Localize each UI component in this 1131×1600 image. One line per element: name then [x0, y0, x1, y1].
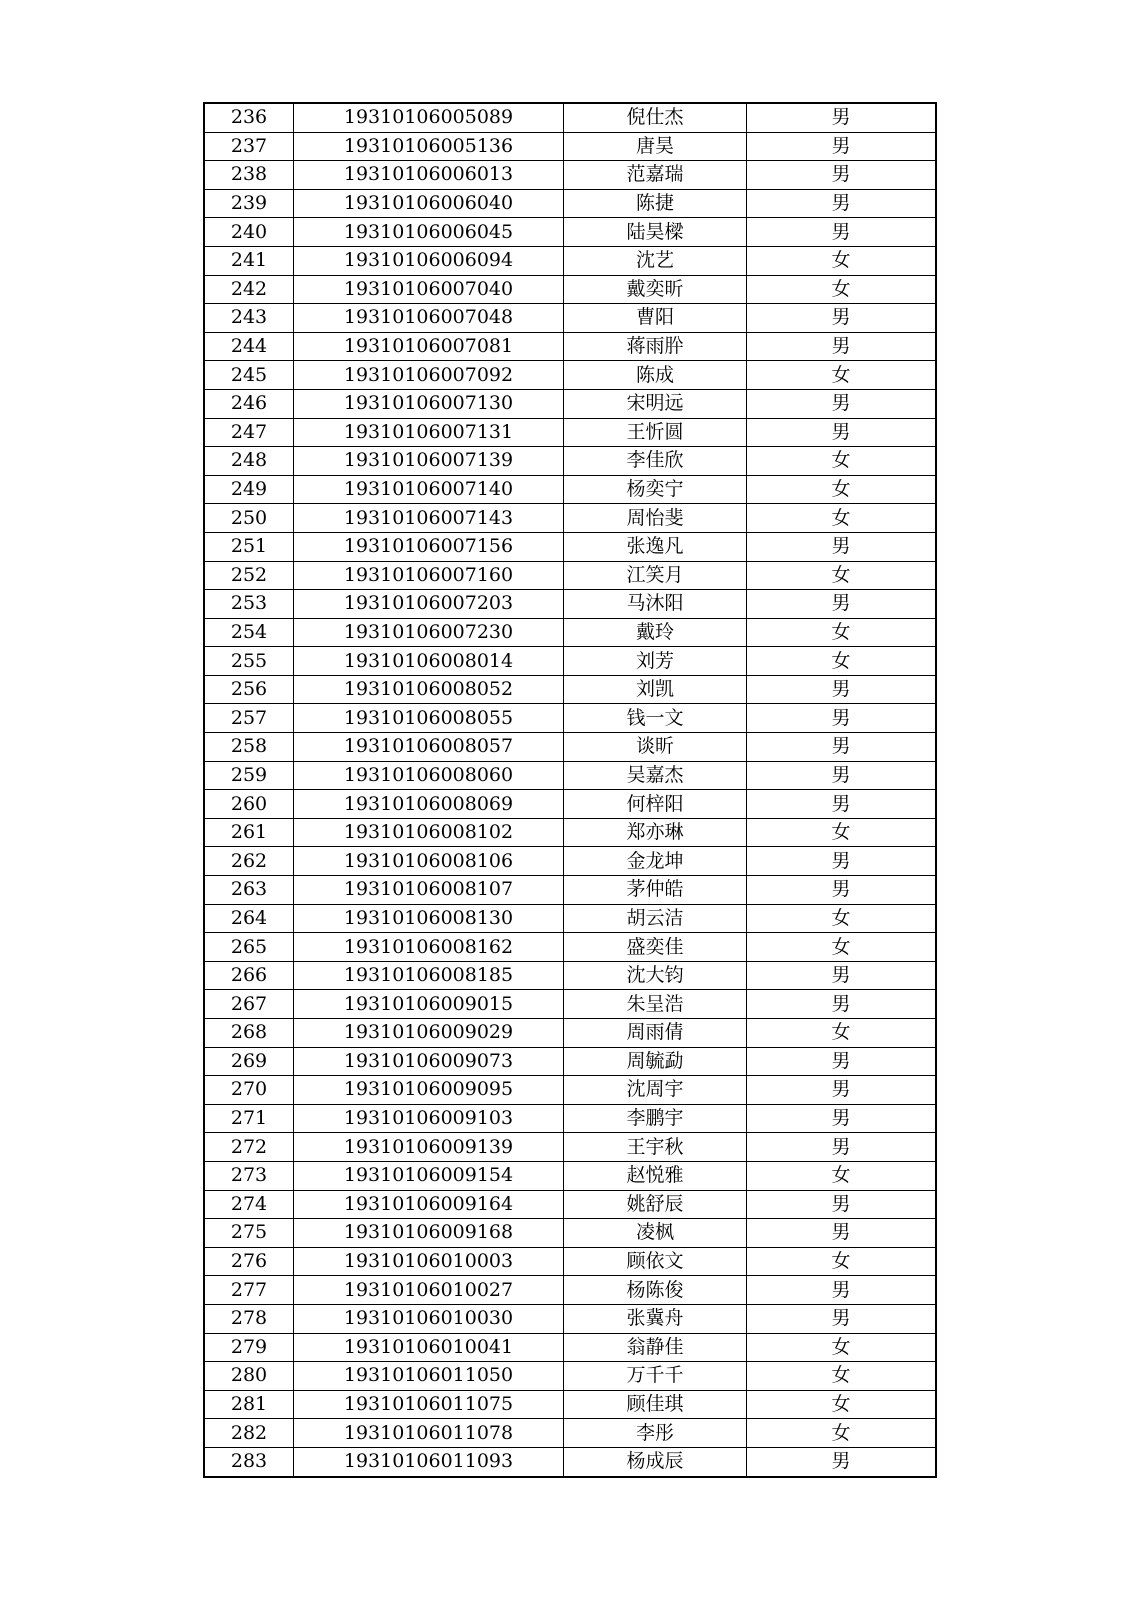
gender-cell: 男	[747, 332, 937, 361]
gender-cell: 男	[747, 1190, 937, 1219]
row-number-cell: 245	[204, 361, 294, 390]
student-id-cell: 19310106009015	[294, 990, 564, 1019]
gender-cell: 男	[747, 1276, 937, 1305]
student-id-cell: 19310106007230	[294, 618, 564, 647]
row-number-cell: 256	[204, 675, 294, 704]
table-row	[204, 1390, 936, 1419]
student-name-cell: 杨奕宁	[564, 475, 747, 504]
student-name-cell: 张逸凡	[564, 532, 747, 561]
row-number-cell: 268	[204, 1019, 294, 1048]
row-number-cell: 282	[204, 1419, 294, 1448]
student-id-cell: 19310106008185	[294, 961, 564, 990]
student-name-cell: 马沐阳	[564, 590, 747, 619]
student-id-cell: 19310106010027	[294, 1276, 564, 1305]
row-number-cell: 280	[204, 1362, 294, 1391]
table-row	[204, 304, 936, 333]
student-name-cell: 凌枫	[564, 1219, 747, 1248]
row-number-cell: 255	[204, 647, 294, 676]
student-name-cell: 沈大钧	[564, 961, 747, 990]
table-row	[204, 389, 936, 418]
table-row	[204, 532, 936, 561]
row-number-cell: 243	[204, 304, 294, 333]
roster-table-body	[204, 103, 936, 1477]
student-id-cell: 19310106007081	[294, 332, 564, 361]
gender-cell: 男	[747, 304, 937, 333]
gender-cell: 男	[747, 161, 937, 190]
student-id-cell: 19310106008057	[294, 733, 564, 762]
student-id-cell: 19310106010003	[294, 1247, 564, 1276]
row-number-cell: 236	[204, 103, 294, 132]
table-row	[204, 1304, 936, 1333]
student-name-cell: 姚舒辰	[564, 1190, 747, 1219]
student-name-cell: 茅仲皓	[564, 876, 747, 905]
student-id-cell: 19310106005089	[294, 103, 564, 132]
student-name-cell: 蒋雨肸	[564, 332, 747, 361]
student-id-cell: 19310106009154	[294, 1161, 564, 1190]
table-row	[204, 647, 936, 676]
row-number-cell: 269	[204, 1047, 294, 1076]
student-id-cell: 19310106007203	[294, 590, 564, 619]
student-name-cell: 陈成	[564, 361, 747, 390]
gender-cell: 男	[747, 990, 937, 1019]
student-name-cell: 钱一文	[564, 704, 747, 733]
student-name-cell: 顾依文	[564, 1247, 747, 1276]
gender-cell: 女	[747, 1019, 937, 1048]
student-name-cell: 陆昊樑	[564, 218, 747, 247]
student-id-cell: 19310106006040	[294, 189, 564, 218]
table-row	[204, 790, 936, 819]
roster-table	[203, 102, 937, 1478]
row-number-cell: 267	[204, 990, 294, 1019]
student-id-cell: 19310106009164	[294, 1190, 564, 1219]
table-row	[204, 1190, 936, 1219]
table-row	[204, 1161, 936, 1190]
gender-cell: 男	[747, 189, 937, 218]
gender-cell: 女	[747, 1390, 937, 1419]
student-id-cell: 19310106008055	[294, 704, 564, 733]
table-row	[204, 1333, 936, 1362]
student-name-cell: 陈捷	[564, 189, 747, 218]
row-number-cell: 276	[204, 1247, 294, 1276]
student-name-cell: 翁静佳	[564, 1333, 747, 1362]
gender-cell: 女	[747, 1333, 937, 1362]
student-id-cell: 19310106007131	[294, 418, 564, 447]
row-number-cell: 261	[204, 818, 294, 847]
student-name-cell: 戴奕昕	[564, 275, 747, 304]
row-number-cell: 244	[204, 332, 294, 361]
student-id-cell: 19310106007130	[294, 389, 564, 418]
table-row	[204, 1019, 936, 1048]
student-id-cell: 19310106008060	[294, 761, 564, 790]
row-number-cell: 247	[204, 418, 294, 447]
student-name-cell: 朱呈浩	[564, 990, 747, 1019]
table-row	[204, 132, 936, 161]
gender-cell: 男	[747, 733, 937, 762]
gender-cell: 男	[747, 1047, 937, 1076]
row-number-cell: 251	[204, 532, 294, 561]
gender-cell: 男	[747, 1219, 937, 1248]
student-name-cell: 曹阳	[564, 304, 747, 333]
row-number-cell: 260	[204, 790, 294, 819]
student-name-cell: 刘凯	[564, 675, 747, 704]
gender-cell: 男	[747, 1304, 937, 1333]
table-row	[204, 246, 936, 275]
student-id-cell: 19310106008162	[294, 933, 564, 962]
student-id-cell: 19310106008107	[294, 876, 564, 905]
student-name-cell: 刘芳	[564, 647, 747, 676]
row-number-cell: 275	[204, 1219, 294, 1248]
gender-cell: 女	[747, 647, 937, 676]
table-row	[204, 704, 936, 733]
table-row	[204, 447, 936, 476]
row-number-cell: 238	[204, 161, 294, 190]
student-id-cell: 19310106008102	[294, 818, 564, 847]
table-row	[204, 218, 936, 247]
student-name-cell: 盛奕佳	[564, 933, 747, 962]
student-id-cell: 19310106008106	[294, 847, 564, 876]
table-row	[204, 103, 936, 132]
table-row	[204, 1104, 936, 1133]
row-number-cell: 253	[204, 590, 294, 619]
student-name-cell: 唐昊	[564, 132, 747, 161]
gender-cell: 男	[747, 132, 937, 161]
table-row	[204, 876, 936, 905]
student-id-cell: 19310106007048	[294, 304, 564, 333]
student-id-cell: 19310106009029	[294, 1019, 564, 1048]
table-row	[204, 1447, 936, 1476]
table-row	[204, 418, 936, 447]
student-id-cell: 19310106007092	[294, 361, 564, 390]
student-id-cell: 19310106008052	[294, 675, 564, 704]
table-row	[204, 847, 936, 876]
student-id-cell: 19310106011078	[294, 1419, 564, 1448]
row-number-cell: 248	[204, 447, 294, 476]
student-id-cell: 19310106006045	[294, 218, 564, 247]
student-id-cell: 19310106011050	[294, 1362, 564, 1391]
table-row	[204, 733, 936, 762]
row-number-cell: 252	[204, 561, 294, 590]
student-id-cell: 19310106007040	[294, 275, 564, 304]
student-name-cell: 郑亦琳	[564, 818, 747, 847]
student-name-cell: 杨成辰	[564, 1447, 747, 1476]
student-name-cell: 王忻圆	[564, 418, 747, 447]
table-row	[204, 1276, 936, 1305]
student-id-cell: 19310106006094	[294, 246, 564, 275]
table-row	[204, 361, 936, 390]
row-number-cell: 250	[204, 504, 294, 533]
student-name-cell: 王宇秋	[564, 1133, 747, 1162]
row-number-cell: 249	[204, 475, 294, 504]
gender-cell: 男	[747, 1104, 937, 1133]
student-name-cell: 顾佳琪	[564, 1390, 747, 1419]
gender-cell: 男	[747, 590, 937, 619]
gender-cell: 男	[747, 532, 937, 561]
student-id-cell: 19310106007143	[294, 504, 564, 533]
student-id-cell: 19310106011093	[294, 1447, 564, 1476]
row-number-cell: 237	[204, 132, 294, 161]
gender-cell: 男	[747, 418, 937, 447]
gender-cell: 女	[747, 361, 937, 390]
gender-cell: 男	[747, 704, 937, 733]
student-name-cell: 李彤	[564, 1419, 747, 1448]
student-name-cell: 李佳欣	[564, 447, 747, 476]
student-id-cell: 19310106008069	[294, 790, 564, 819]
table-row	[204, 1362, 936, 1391]
gender-cell: 女	[747, 1419, 937, 1448]
row-number-cell: 264	[204, 904, 294, 933]
gender-cell: 女	[747, 1161, 937, 1190]
gender-cell: 男	[747, 1447, 937, 1476]
row-number-cell: 272	[204, 1133, 294, 1162]
student-name-cell: 江笑月	[564, 561, 747, 590]
row-number-cell: 278	[204, 1304, 294, 1333]
student-name-cell: 周怡斐	[564, 504, 747, 533]
gender-cell: 男	[747, 103, 937, 132]
student-name-cell: 胡云洁	[564, 904, 747, 933]
gender-cell: 男	[747, 218, 937, 247]
table-row	[204, 618, 936, 647]
student-name-cell: 杨陈俊	[564, 1276, 747, 1305]
row-number-cell: 279	[204, 1333, 294, 1362]
gender-cell: 男	[747, 961, 937, 990]
row-number-cell: 239	[204, 189, 294, 218]
gender-cell: 女	[747, 818, 937, 847]
row-number-cell: 281	[204, 1390, 294, 1419]
student-id-cell: 19310106009073	[294, 1047, 564, 1076]
student-name-cell: 倪仕杰	[564, 103, 747, 132]
row-number-cell: 277	[204, 1276, 294, 1305]
student-id-cell: 19310106008014	[294, 647, 564, 676]
gender-cell: 女	[747, 1362, 937, 1391]
student-id-cell: 19310106007160	[294, 561, 564, 590]
row-number-cell: 263	[204, 876, 294, 905]
row-number-cell: 240	[204, 218, 294, 247]
gender-cell: 男	[747, 675, 937, 704]
gender-cell: 男	[747, 847, 937, 876]
table-row	[204, 933, 936, 962]
gender-cell: 男	[747, 1076, 937, 1105]
gender-cell: 女	[747, 904, 937, 933]
gender-cell: 男	[747, 761, 937, 790]
gender-cell: 女	[747, 504, 937, 533]
gender-cell: 男	[747, 1133, 937, 1162]
table-row	[204, 275, 936, 304]
student-name-cell: 张冀舟	[564, 1304, 747, 1333]
row-number-cell: 271	[204, 1104, 294, 1133]
table-row	[204, 1076, 936, 1105]
student-id-cell: 19310106009095	[294, 1076, 564, 1105]
table-row	[204, 590, 936, 619]
gender-cell: 男	[747, 876, 937, 905]
student-id-cell: 19310106006013	[294, 161, 564, 190]
row-number-cell: 270	[204, 1076, 294, 1105]
student-name-cell: 戴玲	[564, 618, 747, 647]
row-number-cell: 258	[204, 733, 294, 762]
table-row	[204, 332, 936, 361]
row-number-cell: 254	[204, 618, 294, 647]
table-row	[204, 189, 936, 218]
table-row	[204, 818, 936, 847]
gender-cell: 男	[747, 790, 937, 819]
student-id-cell: 19310106009139	[294, 1133, 564, 1162]
table-row	[204, 1419, 936, 1448]
student-id-cell: 19310106010030	[294, 1304, 564, 1333]
gender-cell: 男	[747, 389, 937, 418]
row-number-cell: 266	[204, 961, 294, 990]
row-number-cell: 241	[204, 246, 294, 275]
table-row	[204, 904, 936, 933]
student-name-cell: 金龙坤	[564, 847, 747, 876]
student-id-cell: 19310106007156	[294, 532, 564, 561]
gender-cell: 女	[747, 246, 937, 275]
row-number-cell: 262	[204, 847, 294, 876]
student-id-cell: 19310106008130	[294, 904, 564, 933]
student-name-cell: 周雨倩	[564, 1019, 747, 1048]
table-row	[204, 761, 936, 790]
student-name-cell: 吴嘉杰	[564, 761, 747, 790]
gender-cell: 女	[747, 275, 937, 304]
table-row	[204, 561, 936, 590]
student-name-cell: 何梓阳	[564, 790, 747, 819]
student-id-cell: 19310106005136	[294, 132, 564, 161]
student-name-cell: 谈昕	[564, 733, 747, 762]
table-row	[204, 1133, 936, 1162]
student-id-cell: 19310106011075	[294, 1390, 564, 1419]
student-name-cell: 沈周宇	[564, 1076, 747, 1105]
row-number-cell: 242	[204, 275, 294, 304]
table-row	[204, 675, 936, 704]
gender-cell: 女	[747, 618, 937, 647]
row-number-cell: 246	[204, 389, 294, 418]
student-id-cell: 19310106009103	[294, 1104, 564, 1133]
row-number-cell: 274	[204, 1190, 294, 1219]
table-row	[204, 990, 936, 1019]
student-id-cell: 19310106007140	[294, 475, 564, 504]
row-number-cell: 283	[204, 1447, 294, 1476]
table-row	[204, 1247, 936, 1276]
student-id-cell: 19310106007139	[294, 447, 564, 476]
table-row	[204, 504, 936, 533]
row-number-cell: 257	[204, 704, 294, 733]
table-row	[204, 961, 936, 990]
row-number-cell: 273	[204, 1161, 294, 1190]
student-name-cell: 李鹏宇	[564, 1104, 747, 1133]
table-row	[204, 1219, 936, 1248]
student-id-cell: 19310106009168	[294, 1219, 564, 1248]
gender-cell: 女	[747, 447, 937, 476]
student-name-cell: 万千千	[564, 1362, 747, 1391]
gender-cell: 女	[747, 933, 937, 962]
student-name-cell: 宋明远	[564, 389, 747, 418]
student-name-cell: 沈艺	[564, 246, 747, 275]
row-number-cell: 265	[204, 933, 294, 962]
student-name-cell: 周毓勐	[564, 1047, 747, 1076]
student-name-cell: 赵悦雅	[564, 1161, 747, 1190]
row-number-cell: 259	[204, 761, 294, 790]
table-row	[204, 161, 936, 190]
student-id-cell: 19310106010041	[294, 1333, 564, 1362]
gender-cell: 女	[747, 561, 937, 590]
gender-cell: 女	[747, 1247, 937, 1276]
table-row	[204, 1047, 936, 1076]
table-row	[204, 475, 936, 504]
gender-cell: 女	[747, 475, 937, 504]
student-name-cell: 范嘉瑞	[564, 161, 747, 190]
